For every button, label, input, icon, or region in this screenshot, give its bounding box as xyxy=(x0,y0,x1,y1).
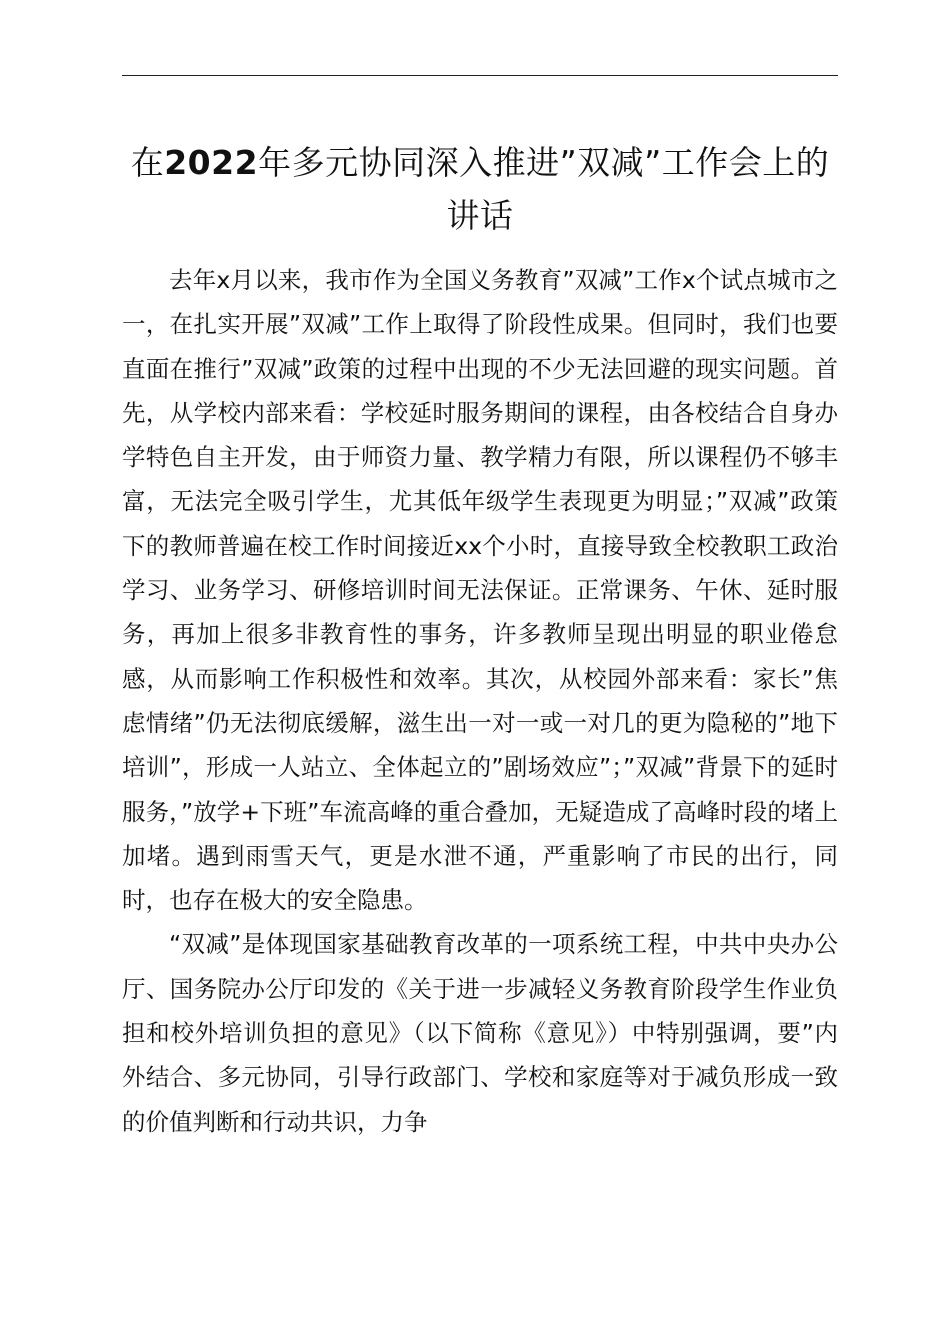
title-rest: 年多元协同深入推进”双减”工作会上的讲话 xyxy=(258,143,830,235)
title-year: 2022 xyxy=(164,143,259,182)
paragraph-2: “双减”是体现国家基础教育改革的一项系统工程，中共中央办公厅、国务院办公厅印发的《关于进一步减轻义务教育阶段学生作业负担和校外培训负担的意见》（以下简称《意见》）中特别强调，要”内外结合、多元协同，引导行政部门、学校和家庭等对于减负形成一致的价值判断和行动共识，力争 xyxy=(122,930,838,1136)
document-title xyxy=(122,136,838,242)
header-rule xyxy=(122,75,838,76)
title-prefix: 在 xyxy=(130,143,165,182)
document-body xyxy=(122,258,838,1144)
paragraph-1: 去年x月以来，我市作为全国义务教育”双减”工作x个试点城市之一，在扎实开展”双减”工作上取得了阶段性成果。但同时，我们也要直面在推行”双减”政策的过程中出现的不少无法回避的现实问题。首先，从学校内部来看：学校延时服务期间的课程，由各校结合自身办学特色自主开发，由于师资力量、教学精力有限，所以课程仍不够丰富，无法完全吸引学生，尤其低年级学生表现更为明显；”双减”政策下的教师普遍在校工作时间接近xx个小时，直接导致全校教职工政治学习、业务学习、研修培训时间无法保证。正常课务、午休、延时服务，再加上很多非教育性的事务，许多教师呈现出明显的职业倦怠感，从而影响工作积极性和效率。其次，从校园外部来看：家长”焦虑情绪”仍无法彻底缓解，滋生出一对一或一对几的更为隐秘的”地下培训”，形成一人站立、全体起立的”剧场效应”；”双减”背景下的延时服务，”放学+下班”车流高峰的重合叠加，无疑造成了高峰时段的堵上加堵。遇到雨雪天气，更是水泄不通，严重影响了市民的出行，同时，也存在极大的安全隐患。 xyxy=(122,266,838,915)
